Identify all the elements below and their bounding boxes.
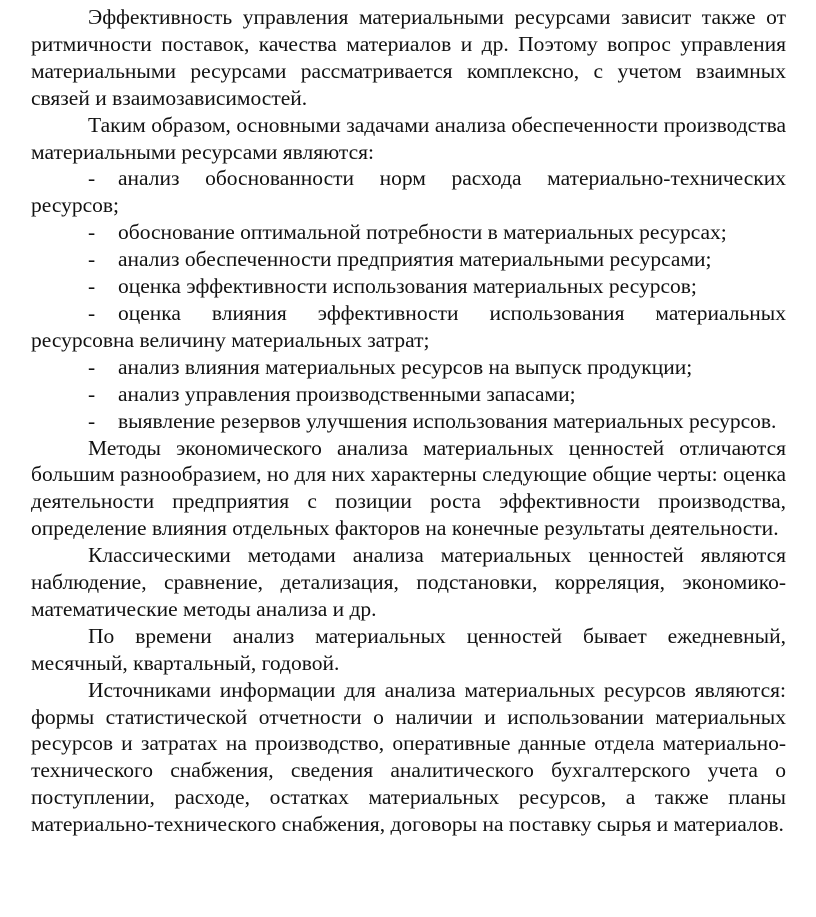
- list-item: [31, 246, 786, 273]
- list-dash: -: [88, 220, 96, 245]
- paragraph-analysis-tasks-intro: Таким образом, основными задачами анализа обеспеченности производства материальными ресурсами являются:: [31, 112, 786, 164]
- list-dash: -: [88, 381, 96, 406]
- list-item: [31, 219, 786, 246]
- list-item-text: анализ обоснованности норм расхода материально-технических ресурсов;: [31, 166, 786, 218]
- list-item: [31, 381, 786, 408]
- list-item-text: анализ управления производственными запасами;: [118, 381, 576, 406]
- list-item-text: анализ влияния материальных ресурсов на выпуск продукции;: [118, 354, 693, 379]
- list-dash: -: [88, 354, 96, 379]
- list-item-text: оценка влияния эффективности использования материальных ресурсовна величину материальных затрат;: [31, 300, 786, 352]
- list-dash: -: [88, 274, 96, 299]
- paragraph-classical-methods: Классическими методами анализа материальных ценностей являются наблюдение, сравнение, детализация, подстановки, корреляция, экономико-математические методы анализа и др.: [31, 543, 786, 621]
- list-dash: -: [88, 166, 96, 191]
- list-item-text: анализ обеспеченности предприятия материальными ресурсами;: [118, 247, 712, 272]
- list-item: [31, 408, 786, 435]
- list-dash: -: [88, 247, 96, 272]
- list-dash: -: [88, 408, 96, 433]
- list-dash: -: [88, 300, 96, 325]
- list-item-text: оценка эффективности использования материальных ресурсов;: [118, 274, 697, 299]
- paragraph-information-sources: Источниками информации для анализа материальных ресурсов являются: формы статистической отчетности о наличии и использовании материальных ресурсов и затратах на производство, оперативные данные отдела материально-технического снабжения, сведения аналитического бухгалтерского учета о поступлении, расходе, остатках материальных ресурсов, а также планы материально-технического снабжения, договоры на поставку сырья и материалов.: [31, 677, 786, 837]
- list-item: [31, 273, 786, 300]
- list-item: [31, 165, 786, 219]
- list-item: [31, 354, 786, 381]
- list-item-text: обоснование оптимальной потребности в материальных ресурсах;: [118, 220, 727, 245]
- tasks-list: [31, 165, 786, 434]
- paragraph-resource-management: Эффективность управления материальными ресурсами зависит также от ритмичности поставок, качества материалов и др. Поэтому вопрос управления материальными ресурсами рассматривается комплексно, с учетом взаимных связей и взаимозависимостей.: [31, 5, 786, 110]
- list-item: [31, 300, 786, 354]
- paragraph-analysis-periodicity: По времени анализ материальных ценностей бывает ежедневный, месячный, квартальный, годовой.: [31, 623, 786, 675]
- paragraph-analysis-methods: Методы экономического анализа материальных ценностей отличаются большим разнообразием, но для них характерны следующие общие черты: оценка деятельности предприятия с позиции роста эффективности производства, определение влияния отдельных факторов на конечные результаты деятельности.: [31, 435, 786, 541]
- list-item-text: выявление резервов улучшения использования материальных ресурсов.: [118, 408, 777, 433]
